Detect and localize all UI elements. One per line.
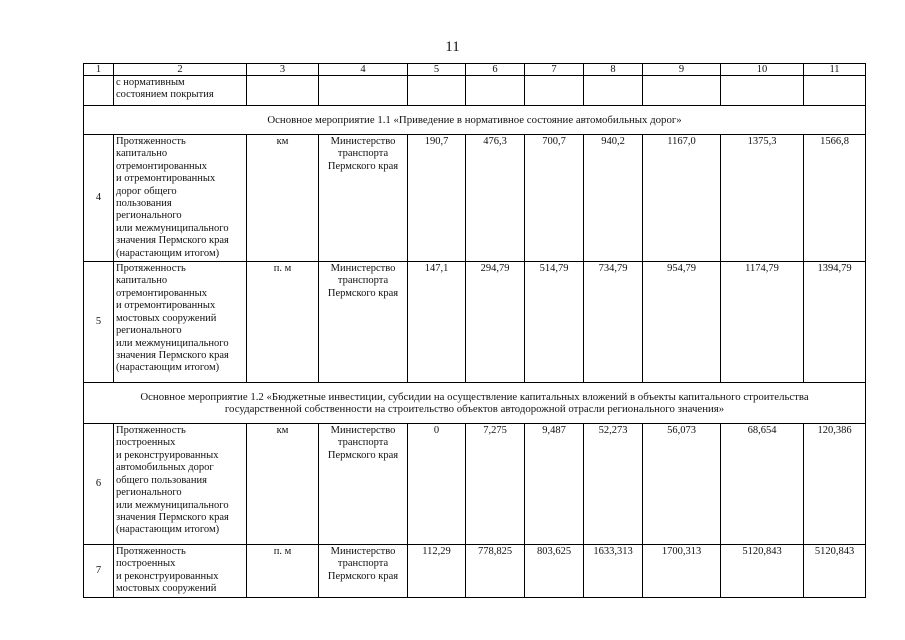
row-number: 7: [84, 545, 114, 598]
value-cell: 1566,8: [804, 135, 866, 262]
value-cell: 700,7: [525, 135, 584, 262]
table-row: [84, 545, 866, 598]
value-cell: 294,79: [466, 262, 525, 383]
section-row: [84, 383, 866, 424]
table-row: [84, 262, 866, 383]
value-cell: 734,79: [584, 262, 643, 383]
responsible-org: Министерство транспорта Пермского края: [319, 424, 408, 545]
section-title: Основное мероприятие 1.2 «Бюджетные инвестиции, субсидии на осуществление капитальных вложений в объекты капитального строительства государственной собственности на строительство объектов автодорожной отрасли регионального значения»: [84, 383, 866, 424]
value-cell: 56,073: [643, 424, 721, 545]
table-row: [84, 135, 866, 262]
indicator-name: Протяженность построенных и реконструированных мостовых сооружений: [114, 545, 247, 598]
value-cell: 0: [408, 424, 466, 545]
column-number: 1: [84, 64, 114, 76]
row-number: 6: [84, 424, 114, 545]
value-cell: 5120,843: [721, 545, 804, 598]
unit-cell: км: [247, 424, 319, 545]
column-number: 7: [525, 64, 584, 76]
value-cell: 112,29: [408, 545, 466, 598]
column-number: 10: [721, 64, 804, 76]
value-cell: 514,79: [525, 262, 584, 383]
value-cell: 147,1: [408, 262, 466, 383]
value-cell: 1633,313: [584, 545, 643, 598]
value-cell: 476,3: [466, 135, 525, 262]
column-number: 11: [804, 64, 866, 76]
column-number: 4: [319, 64, 408, 76]
responsible-org: Министерство транспорта Пермского края: [319, 545, 408, 598]
indicators-table: [83, 63, 866, 598]
section-row: [84, 106, 866, 135]
unit-cell: км: [247, 135, 319, 262]
row-number: 4: [84, 135, 114, 262]
row-number: 5: [84, 262, 114, 383]
column-number: 3: [247, 64, 319, 76]
indicator-name: Протяженность построенных и реконструированных автомобильных дорог общего пользования регионального или межмуниципального значения Пермского края (нарастающим итогом): [114, 424, 247, 545]
value-cell: 940,2: [584, 135, 643, 262]
indicator-name: с нормативным состоянием покрытия: [114, 76, 247, 106]
column-number: 8: [584, 64, 643, 76]
value-cell: 120,386: [804, 424, 866, 545]
column-number: 9: [643, 64, 721, 76]
value-cell: 778,825: [466, 545, 525, 598]
value-cell: 1700,313: [643, 545, 721, 598]
indicator-name: Протяженность капитально отремонтированных и отремонтированных дорог общего пользования регионального или межмуниципального значения Пермского края (нарастающим итогом): [114, 135, 247, 262]
column-number: 5: [408, 64, 466, 76]
column-number-row: [84, 64, 866, 76]
indicator-name: Протяженность капитально отремонтированных и отремонтированных мостовых сооружений регионального или межмуниципального значения Пермского края (нарастающим итогом): [114, 262, 247, 383]
value-cell: 9,487: [525, 424, 584, 545]
value-cell: 1394,79: [804, 262, 866, 383]
value-cell: 52,273: [584, 424, 643, 545]
responsible-org: Министерство транспорта Пермского края: [319, 262, 408, 383]
value-cell: 803,625: [525, 545, 584, 598]
value-cell: 5120,843: [804, 545, 866, 598]
page-number: 11: [445, 39, 460, 55]
value-cell: 1174,79: [721, 262, 804, 383]
column-number: 6: [466, 64, 525, 76]
value-cell: 68,654: [721, 424, 804, 545]
responsible-org: Министерство транспорта Пермского края: [319, 135, 408, 262]
section-title: Основное мероприятие 1.1 «Приведение в нормативное состояние автомобильных дорог»: [84, 106, 866, 135]
continuation-row: [84, 76, 866, 106]
column-number: 2: [114, 64, 247, 76]
value-cell: 190,7: [408, 135, 466, 262]
value-cell: 1375,3: [721, 135, 804, 262]
table-row: [84, 424, 866, 545]
unit-cell: п. м: [247, 545, 319, 598]
value-cell: 954,79: [643, 262, 721, 383]
unit-cell: п. м: [247, 262, 319, 383]
value-cell: 1167,0: [643, 135, 721, 262]
value-cell: 7,275: [466, 424, 525, 545]
